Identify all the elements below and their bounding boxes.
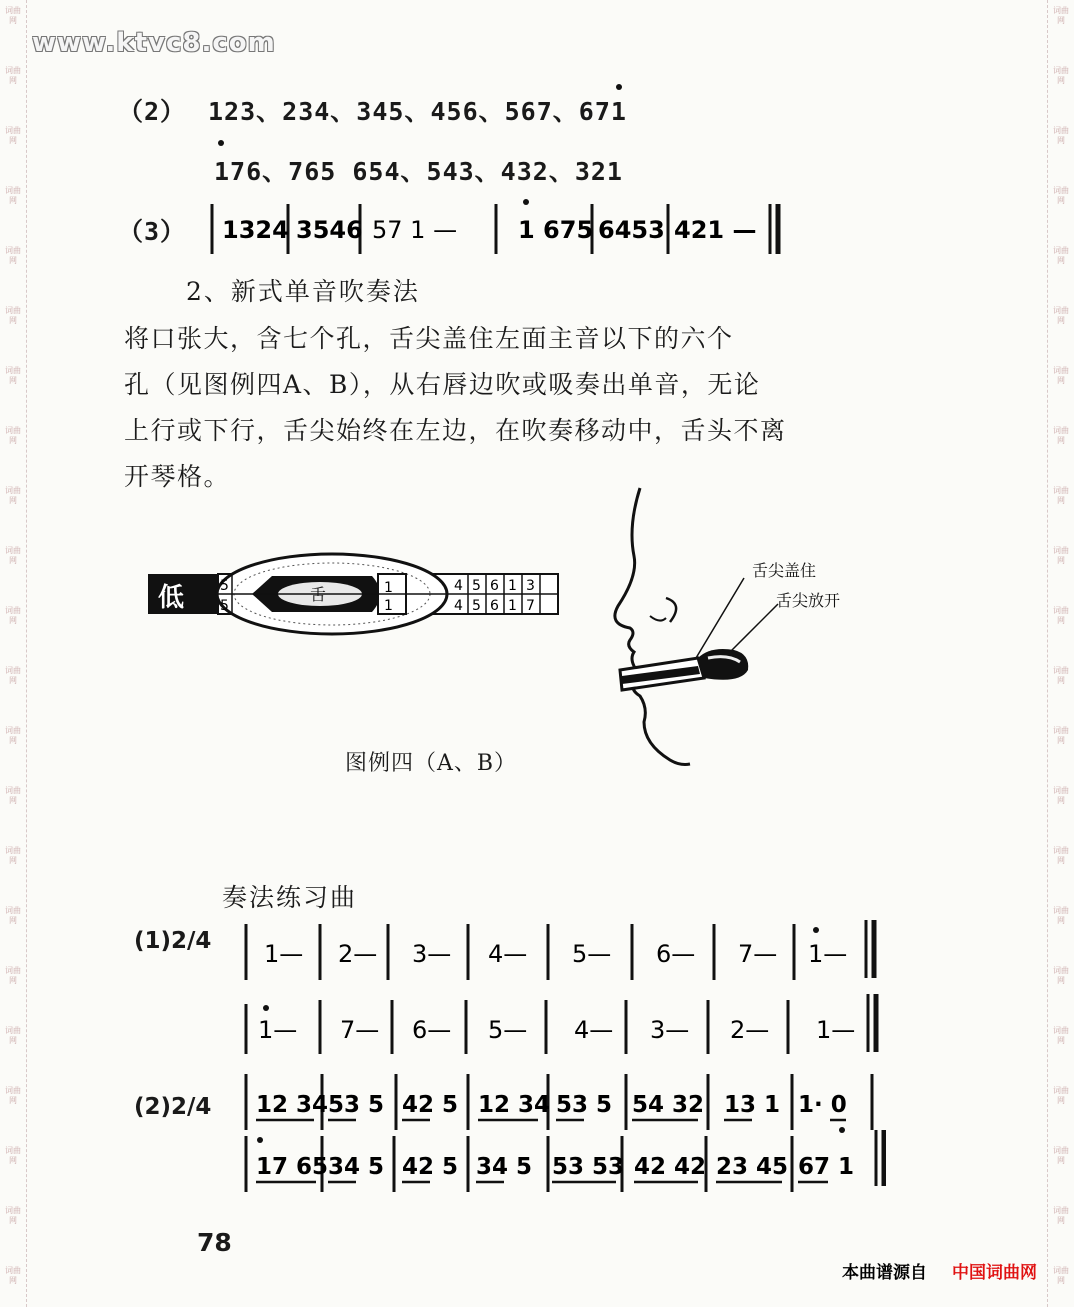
side-stamp: 词曲网 [5,1026,21,1045]
bar-3: 57 1 — [372,216,458,244]
figure-caption: 图例四（A、B） [345,751,518,776]
source-prefix: 本曲谱源自 [842,1263,927,1283]
high-octave-dot [616,84,622,90]
note-group: 23 45 [716,1154,789,1180]
hole-number: 7 [526,598,535,614]
note-group: 34 5 [328,1154,385,1180]
exercise-2-line-2: 176、765 654、543、432、321 [214,157,623,186]
note-group: 42 42 [634,1154,707,1180]
note: 4— [574,1016,614,1044]
note-group: 42 5 [402,1092,459,1118]
section-heading: 2、新式单音吹奏法 [186,277,420,306]
side-stamp: 词曲网 [5,486,21,505]
practice-1-label: (1)2/4 [134,928,212,954]
side-stamp: 词曲网 [1053,966,1069,985]
note: 1— [808,940,848,968]
hole-number: 1 [508,598,517,614]
hole-number: 1 [508,578,517,594]
hole-number: 5 [220,598,229,614]
hole-number: 6 [490,578,499,594]
note-group: 67 1 [798,1154,855,1180]
side-stamp: 词曲网 [1053,126,1069,145]
note: 3— [412,940,452,968]
side-stamp: 词曲网 [1053,486,1069,505]
side-stamp: 词曲网 [5,1086,21,1105]
note: 5— [488,1016,528,1044]
note: 7— [340,1016,380,1044]
instruction-paragraph [124,316,869,500]
side-stamp: 词曲网 [1053,546,1069,565]
side-stamp: 词曲网 [1053,66,1069,85]
note-group: 13 1 [724,1092,781,1118]
side-stamp: 词曲网 [5,1146,21,1165]
side-stamp: 词曲网 [1053,906,1069,925]
side-stamp: 词曲网 [5,1206,21,1225]
note-group: 53 53 [552,1154,625,1180]
bar-6: 421 — [674,216,757,244]
side-stamp: 词曲网 [5,186,21,205]
source-site-link[interactable]: 中国词曲网 [952,1263,1037,1283]
note: 1— [264,940,304,968]
paragraph-line: 上行或下行，舌尖始终在左边，在吹奏移动中，舌头不离 [124,416,787,445]
side-stamp: 词曲网 [5,426,21,445]
hole-number: 5 [472,598,481,614]
harmonica-tongue-diagram [140,548,580,648]
exercise-2-line-1: 123、234、345、456、567、671 [208,97,627,126]
side-stamp: 词曲网 [5,786,21,805]
label-tongue-release: 舌尖放开 [776,591,841,610]
mouth-hole-number: 1 [384,580,393,596]
side-stamp: 词曲网 [5,546,21,565]
side-stamp: 词曲网 [5,1266,21,1285]
side-stamp: 词曲网 [5,966,21,985]
label-tongue-cover: 舌尖盖住 [752,561,817,580]
hole-number: 5 [472,578,481,594]
bar-2: 3546 [296,216,363,244]
side-stamp: 词曲网 [5,126,21,145]
side-stamp: 词曲网 [1053,366,1069,385]
note-group: 42 5 [402,1154,459,1180]
mouth-hole-number: 1 [384,598,393,614]
side-stamp: 词曲网 [1053,306,1069,325]
side-stamp: 词曲网 [5,726,21,745]
side-stamp: 词曲网 [5,846,21,865]
exercise-3-staff [200,196,800,260]
hole-number: 3 [526,578,535,594]
note: 3— [650,1016,690,1044]
left-watermark-strip [0,0,27,1307]
site-watermark: www.ktvc8.com [32,28,276,58]
practice-2-label: (2)2/4 [134,1094,212,1120]
note: 1— [258,1016,298,1044]
side-stamp: 词曲网 [1053,1266,1069,1285]
hole-number: 4 [454,578,463,594]
hole-number: 5 [220,578,229,594]
side-stamp: 词曲网 [1053,726,1069,745]
side-stamp: 词曲网 [5,6,21,25]
side-stamp: 词曲网 [1053,1146,1069,1165]
exercise-3-label: （3） [118,217,187,246]
note-group: 53 5 [556,1092,613,1118]
hole-number: 4 [454,598,463,614]
face-profile-diagram [600,486,870,776]
paragraph-line: 孔（见图例四A、B），从右唇边吹或吸奏出单音，无论 [124,370,761,399]
side-stamp: 词曲网 [5,366,21,385]
note-group: 12 34 [478,1092,551,1118]
exercise-2-label: （2） [118,97,187,126]
bar-4: 1 675 [518,216,594,244]
side-stamp: 词曲网 [5,306,21,325]
tongue-label: 舌 [310,585,327,604]
note: 4— [488,940,528,968]
side-stamp: 词曲网 [1053,1206,1069,1225]
side-stamp: 词曲网 [1053,786,1069,805]
note-group: 34 5 [476,1154,533,1180]
side-stamp: 词曲网 [5,666,21,685]
side-stamp: 词曲网 [1053,846,1069,865]
bar-5: 6453 [598,216,665,244]
side-stamp: 词曲网 [1053,606,1069,625]
side-stamp: 词曲网 [1053,1026,1069,1045]
side-stamp: 词曲网 [5,606,21,625]
bar-1: 1324 [222,216,289,244]
practice-2-staff [236,1068,886,1198]
side-stamp: 词曲网 [1053,426,1069,445]
paragraph-line: 开琴格。 [124,462,231,491]
note-group: 12 34 [256,1092,329,1118]
paragraph-line: 将口张大，含七个孔，舌尖盖住左面主音以下的六个 [124,324,734,353]
side-stamp: 词曲网 [1053,6,1069,25]
note: 6— [656,940,696,968]
side-stamp: 词曲网 [1053,666,1069,685]
side-stamp: 词曲网 [5,66,21,85]
high-octave-dot [218,140,224,146]
side-stamp: 词曲网 [1053,246,1069,265]
low-label: 低 [158,583,185,613]
practice-title: 奏法练习曲 [222,883,358,912]
note: 2— [730,1016,770,1044]
note-group: 1· 0 [798,1092,847,1118]
side-stamp: 词曲网 [1053,1086,1069,1105]
note: 7— [738,940,778,968]
side-stamp: 词曲网 [1053,186,1069,205]
note-group: 53 5 [328,1092,385,1118]
hole-number: 6 [490,598,499,614]
note: 6— [412,1016,452,1044]
page-number: 78 [197,1228,232,1257]
note: 5— [572,940,612,968]
practice-1-staff [236,914,886,1066]
side-stamp: 词曲网 [5,246,21,265]
right-watermark-strip [1047,0,1074,1307]
side-stamp: 词曲网 [5,906,21,925]
note: 1— [816,1016,856,1044]
note-group: 54 32 [632,1092,705,1118]
note-group: 17 65 [256,1154,329,1180]
note: 2— [338,940,378,968]
